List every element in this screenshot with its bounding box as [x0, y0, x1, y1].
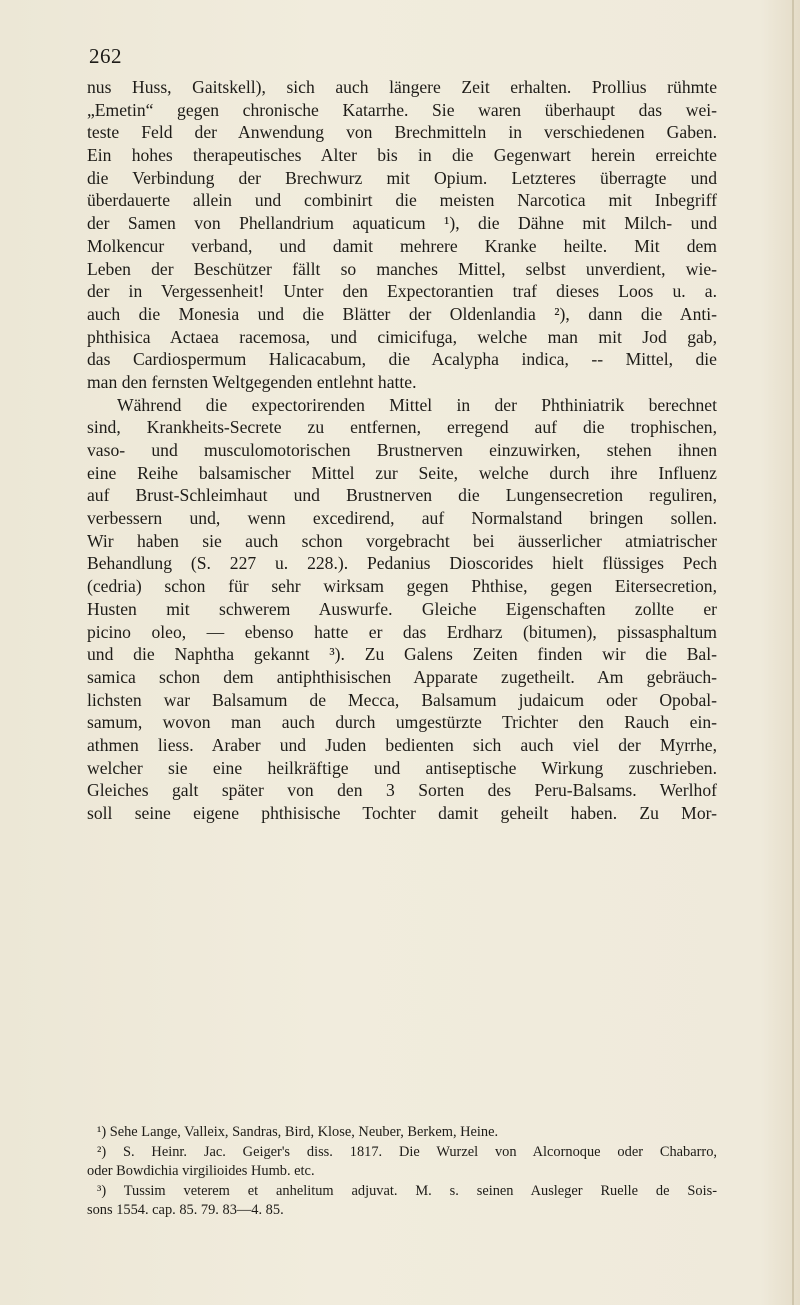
- text-line: samica schon dem antiphthisischen Apparate zugetheilt. Am gebräuch-: [87, 666, 717, 687]
- main-text: [87, 76, 717, 825]
- text-line: die Verbindung der Brechwurz mit Opium. Letzteres überragte und: [87, 167, 717, 188]
- text-line: Leben der Beschützer fällt so manches Mittel, selbst unverdient, wie-: [87, 258, 717, 279]
- text-line: auch die Monesia und die Blätter der Oldenlandia ²), dann die Anti-: [87, 303, 717, 324]
- text-line: picino oleo, — ebenso hatte er das Erdharz (bitumen), pissasphaltum: [87, 621, 717, 642]
- footnotes: [87, 1123, 717, 1221]
- footnote-line: ¹) Sehe Lange, Valleix, Sandras, Bird, Klose, Neuber, Berkem, Heine.: [97, 1124, 499, 1140]
- footnote-line: ²) S. Heinr. Jac. Geiger's diss. 1817. Die Wurzel von Alcornoque oder Chabarro,: [97, 1143, 717, 1160]
- text-line: Gleiches galt später von den 3 Sorten des Peru-Balsams. Werlhof: [87, 780, 717, 801]
- text-line: Behandlung (S. 227 u. 228.). Pedanius Dioscorides hielt flüssiges Pech: [87, 553, 717, 574]
- text-line: der Samen von Phellandrium aquaticum ¹), die Dähne mit Milch- und: [87, 213, 717, 234]
- footnote-line: sons 1554. cap. 85. 79. 83—4. 85.: [87, 1202, 284, 1219]
- text-line: verbessern und, wenn excedirend, auf Normalstand bringen sollen.: [87, 508, 717, 529]
- text-line: soll seine eigene phthisische Tochter damit geheilt haben. Zu Mor-: [87, 803, 717, 823]
- text-line: Husten mit schwerem Auswurfe. Gleiche Eigenschaften zollte er: [87, 598, 717, 619]
- page-edge: [792, 0, 794, 1305]
- text-line: der in Vergessenheit! Unter den Expectorantien traf dieses Loos u. a.: [87, 281, 717, 302]
- footnote-line: oder Bowdichia virgilioides Humb. etc.: [87, 1163, 315, 1180]
- text-line: eine Reihe balsamischer Mittel zur Seite, welche durch ihre Influenz: [87, 462, 717, 483]
- text-line: Molkencur verband, und damit mehrere Kranke heilte. Mit dem: [87, 235, 717, 256]
- text-line: athmen liess. Araber und Juden bedienten sich auch viel der Myrrhe,: [87, 734, 717, 755]
- text-line: teste Feld der Anwendung von Brechmitteln in verschiedenen Gaben.: [87, 122, 717, 143]
- text-line: vaso- und musculomotorischen Brustnerven einzuwirken, stehen ihnen: [87, 440, 717, 460]
- text-line: und die Naphtha gekannt ³). Zu Galens Zeiten finden wir die Bal-: [87, 644, 717, 665]
- text-line: das Cardiospermum Halicacabum, die Acalypha indica, -- Mittel, die: [87, 349, 717, 370]
- text-line: auf Brust-Schleimhaut und Brustnerven die Lungensecretion reguliren,: [87, 485, 717, 506]
- text-line: man den fernsten Weltgegenden entlehnt hatte.: [87, 371, 417, 392]
- text-line: Ein hohes therapeutisches Alter bis in die Gegenwart herein erreichte: [87, 145, 717, 166]
- text-line: sind, Krankheits-Secrete zu entfernen, erregend auf die trophischen,: [87, 417, 717, 438]
- text-line: welcher sie eine heilkräftige und antiseptische Wirkung zuschrieben.: [87, 757, 717, 778]
- text-line: „Emetin“ gegen chronische Katarrhe. Sie waren überhaupt das wei-: [87, 99, 717, 120]
- text-line: lichsten war Balsamum de Mecca, Balsamum judaicum oder Opobal-: [87, 689, 717, 710]
- page-number: 262: [89, 44, 122, 68]
- text-line: überdauerte allein und combinirt die meisten Narcotica mit Inbegriff: [87, 190, 717, 211]
- text-line: phthisica Actaea racemosa, und cimicifuga, welche man mit Jod gab,: [87, 326, 717, 347]
- text-line: (cedria) schon für sehr wirksam gegen Phthise, gegen Eitersecretion,: [87, 576, 717, 597]
- text-line: samum, wovon man auch durch umgestürzte Trichter den Rauch ein-: [87, 712, 717, 733]
- text-line: Während die expectorirenden Mittel in der Phthiniatrik berechnet: [117, 394, 717, 415]
- footnote-line: ³) Tussim veterem et anhelitum adjuvat. M. s. seinen Ausleger Ruelle de Sois-: [97, 1182, 717, 1199]
- text-line: nus Huss, Gaitskell), sich auch längere Zeit erhalten. Prollius rühmte: [87, 77, 717, 97]
- text-line: Wir haben sie auch schon vorgebracht bei äusserlicher atmiatrischer: [87, 530, 717, 551]
